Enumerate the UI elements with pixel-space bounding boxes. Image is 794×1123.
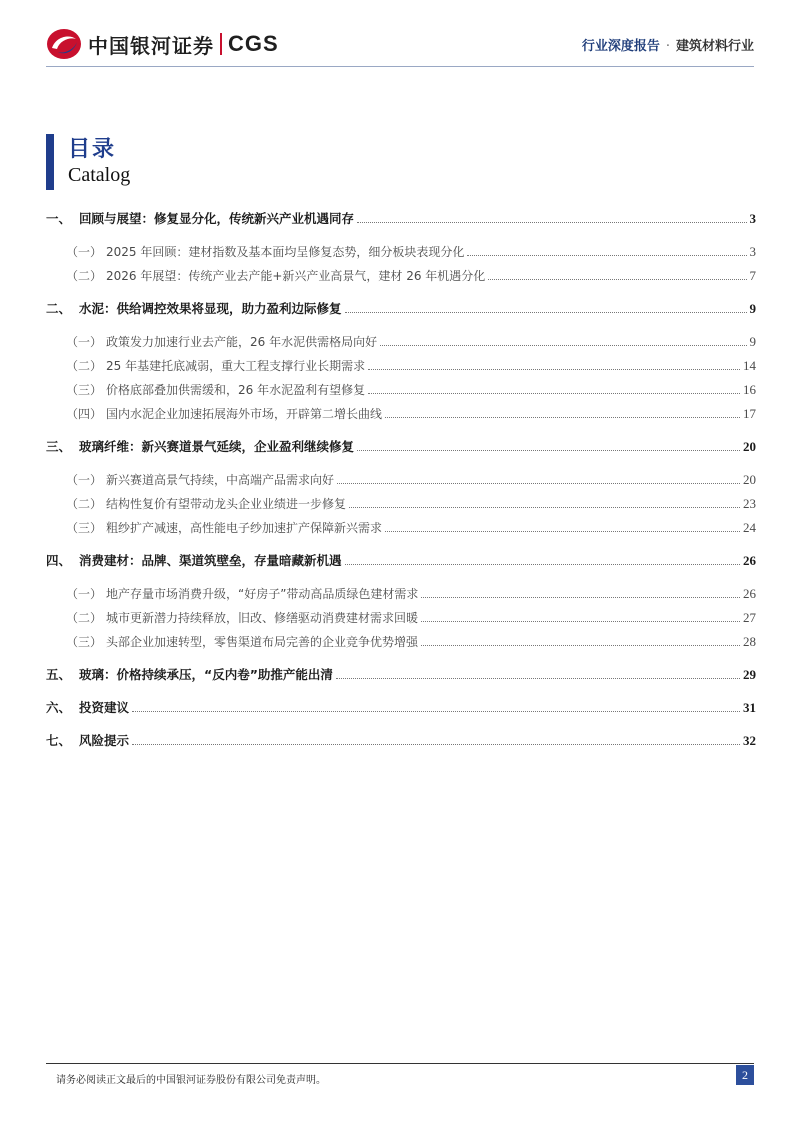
toc-dot-leader bbox=[368, 393, 740, 394]
toc-section-entry[interactable] bbox=[46, 356, 756, 380]
toc-dot-leader bbox=[337, 483, 740, 484]
toc-dot-leader bbox=[345, 564, 740, 565]
toc-dot-leader bbox=[336, 678, 740, 679]
logo-english-name: CGS bbox=[228, 31, 279, 56]
toc-entry-title: 城市更新潜力持续释放，旧改、修缮驱动消费建材需求回暖 bbox=[106, 611, 419, 625]
report-type-label: 行业深度报告 bbox=[581, 39, 660, 54]
toc-entry-page: 26 bbox=[743, 553, 756, 568]
toc-chapter-entry[interactable] bbox=[46, 665, 756, 689]
page-header bbox=[0, 0, 794, 70]
toc-entry-title: 玻璃纤维：新兴赛道景气延续，企业盈利继续修复 bbox=[79, 439, 355, 454]
toc-entry-page: 14 bbox=[743, 358, 756, 373]
toc-entry-number: 二、 bbox=[46, 301, 72, 316]
toc-entry-title: 2026 年展望：传统产业去产能+新兴产业高景气，建材 26 年机遇分化 bbox=[106, 269, 486, 283]
toc-entry-title: 结构性复价有望带动龙头企业业绩进一步修复 bbox=[106, 497, 347, 511]
logo-divider bbox=[220, 33, 222, 55]
toc-entry-page: 9 bbox=[749, 334, 756, 349]
toc-entry-title: 回顾与展望：修复显分化，传统新兴产业机遇同存 bbox=[79, 211, 355, 226]
toc-entry-number: （三） bbox=[66, 383, 103, 397]
toc-entry-number: （一） bbox=[66, 587, 103, 601]
toc-section-entry[interactable] bbox=[46, 380, 756, 404]
toc-section-gap bbox=[46, 722, 756, 731]
toc-subtitle: Catalog bbox=[68, 164, 131, 186]
cgs-logo-icon bbox=[46, 28, 82, 60]
logo-chinese-name: 中国银河证券 bbox=[88, 33, 214, 58]
toc-subsection-gap bbox=[46, 233, 756, 242]
toc-section-gap bbox=[46, 290, 756, 299]
toc-entry-page: 3 bbox=[749, 244, 756, 259]
toc-entry-page: 31 bbox=[743, 700, 756, 715]
toc-section-entry[interactable] bbox=[46, 584, 756, 608]
toc-entry-number: 四、 bbox=[46, 553, 72, 568]
toc-chapter-entry[interactable] bbox=[46, 551, 756, 575]
toc-section-entry[interactable] bbox=[46, 332, 756, 356]
toc-entry-page: 26 bbox=[743, 586, 756, 601]
toc-entry-number: 六、 bbox=[46, 700, 72, 715]
toc-section-gap bbox=[46, 542, 756, 551]
toc-entry-number: 三、 bbox=[46, 439, 72, 454]
toc-section-entry[interactable] bbox=[46, 266, 756, 290]
toc-entry-number: 七、 bbox=[46, 733, 72, 748]
toc-entry-title: 25 年基建托底减弱，重大工程支撑行业长期需求 bbox=[106, 359, 366, 373]
toc-chapter-entry[interactable] bbox=[46, 209, 756, 233]
toc-entry-title: 国内水泥企业加速拓展海外市场，开辟第二增长曲线 bbox=[106, 407, 383, 421]
company-logo bbox=[46, 27, 279, 61]
toc-entry-page: 9 bbox=[749, 301, 756, 316]
toc-entry-page: 20 bbox=[743, 472, 756, 487]
toc-section-entry[interactable] bbox=[46, 608, 756, 632]
toc-title: 目录 bbox=[68, 137, 117, 162]
toc-entry-title: 地产存量市场消费升级，“好房子”带动高品质绿色建材需求 bbox=[106, 587, 419, 601]
toc-entry-number: （一） bbox=[66, 473, 103, 487]
toc-entry-title: 价格底部叠加供需缓和，26 年水泥盈利有望修复 bbox=[106, 383, 366, 397]
toc-dot-leader bbox=[385, 417, 740, 418]
toc-entry-number: （一） bbox=[66, 245, 103, 259]
toc-entry-page: 29 bbox=[743, 667, 756, 682]
toc-dot-leader bbox=[132, 744, 740, 745]
toc-section-entry[interactable] bbox=[46, 242, 756, 266]
toc-chapter-entry[interactable] bbox=[46, 437, 756, 461]
toc-entry-title: 粗纱扩产减速，高性能电子纱加速扩产保障新兴需求 bbox=[106, 521, 383, 535]
toc-dot-leader bbox=[421, 621, 740, 622]
toc-chapter-entry[interactable] bbox=[46, 299, 756, 323]
toc-entry-page: 16 bbox=[743, 382, 756, 397]
toc-entry-page: 23 bbox=[743, 496, 756, 511]
toc-entry-page: 24 bbox=[743, 520, 756, 535]
toc-entry-title: 2025 年回顾：建材指数及基本面均呈修复态势，细分板块表现分化 bbox=[106, 245, 465, 259]
toc-entry-page: 32 bbox=[743, 733, 756, 748]
toc-entry-number: 一、 bbox=[46, 211, 72, 226]
toc-entry-page: 7 bbox=[749, 268, 756, 283]
toc-entry-page: 17 bbox=[743, 406, 756, 421]
toc-entry-number: （三） bbox=[66, 635, 103, 649]
toc-section-entry[interactable] bbox=[46, 518, 756, 542]
header-separator: · bbox=[665, 39, 670, 54]
toc-entry-number: 五、 bbox=[46, 667, 72, 682]
toc-entry-title: 风险提示 bbox=[79, 733, 130, 748]
toc-entry-title: 头部企业加速转型，零售渠道布局完善的企业竞争优势增强 bbox=[106, 635, 419, 649]
toc-dot-leader bbox=[345, 312, 747, 313]
toc-dot-leader bbox=[357, 450, 740, 451]
page-number-badge: 2 bbox=[736, 1065, 754, 1085]
toc-entry-page: 28 bbox=[743, 634, 756, 649]
toc-subsection-gap bbox=[46, 575, 756, 584]
toc-section-gap bbox=[46, 689, 756, 698]
toc-entry-title: 投资建议 bbox=[79, 700, 130, 715]
toc-entry-title: 玻璃：价格持续承压，“反内卷”助推产能出清 bbox=[79, 667, 333, 682]
toc-dot-leader bbox=[380, 345, 746, 346]
toc-section-entry[interactable] bbox=[46, 404, 756, 428]
toc-dot-leader bbox=[357, 222, 746, 223]
heading-accent-bar bbox=[46, 134, 54, 190]
toc-dot-leader bbox=[467, 255, 746, 256]
footer-disclaimer: 请务必阅读正文最后的中国银河证券股份有限公司免责声明。 bbox=[56, 1075, 326, 1086]
toc-entry-number: （二） bbox=[66, 611, 103, 625]
toc-dot-leader bbox=[421, 597, 740, 598]
toc-entry-page: 20 bbox=[743, 439, 756, 454]
toc-entry-number: （二） bbox=[66, 359, 103, 373]
toc-dot-leader bbox=[421, 645, 740, 646]
toc-entry-page: 27 bbox=[743, 610, 756, 625]
toc-entry-title: 政策发力加速行业去产能，26 年水泥供需格局向好 bbox=[106, 335, 378, 349]
toc-section-entry[interactable] bbox=[46, 632, 756, 656]
toc-entry-title: 新兴赛道高景气持续，中高端产品需求向好 bbox=[106, 473, 335, 487]
toc-entry-number: （二） bbox=[66, 497, 103, 511]
toc-entry-number: （四） bbox=[66, 407, 103, 421]
table-of-contents bbox=[46, 209, 756, 755]
footer-divider bbox=[46, 1063, 754, 1064]
toc-entry-title: 消费建材：品牌、渠道筑壁垒，存量暗藏新机遇 bbox=[79, 553, 342, 568]
toc-entry-page: 3 bbox=[749, 211, 756, 226]
toc-section-entry[interactable] bbox=[46, 470, 756, 494]
toc-entry-title: 水泥：供给调控效果将显现，助力盈利边际修复 bbox=[79, 301, 342, 316]
toc-entry-number: （二） bbox=[66, 269, 103, 283]
toc-entry-number: （一） bbox=[66, 335, 103, 349]
header-divider bbox=[46, 66, 754, 67]
toc-dot-leader bbox=[385, 531, 740, 532]
toc-chapter-entry[interactable] bbox=[46, 698, 756, 722]
toc-chapter-entry[interactable] bbox=[46, 731, 756, 755]
toc-subsection-gap bbox=[46, 323, 756, 332]
toc-dot-leader bbox=[488, 279, 746, 280]
toc-entry-number: （三） bbox=[66, 521, 103, 535]
toc-section-gap bbox=[46, 656, 756, 665]
toc-dot-leader bbox=[132, 711, 740, 712]
industry-label: 建筑材料行业 bbox=[675, 39, 754, 54]
toc-subsection-gap bbox=[46, 461, 756, 470]
toc-dot-leader bbox=[349, 507, 740, 508]
toc-section-entry[interactable] bbox=[46, 494, 756, 518]
toc-section-gap bbox=[46, 428, 756, 437]
report-category bbox=[582, 35, 754, 54]
toc-dot-leader bbox=[368, 369, 740, 370]
